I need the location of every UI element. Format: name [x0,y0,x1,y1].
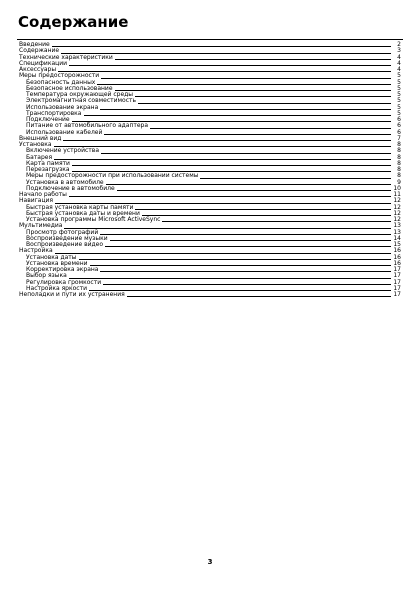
toc-entry-page: 17 [393,284,401,292]
toc-leader-line [105,246,391,247]
toc-entry-label: Установка времени [26,259,88,267]
toc-entry-label: Настройка [19,247,53,255]
toc-entry-page: 8 [397,172,401,180]
toc-entry-label: Установка программы Microsoft ActiveSync [26,216,161,223]
toc-entry-label: Использование экрана [26,103,99,111]
toc-entry-page: 12 [393,197,401,205]
toc-leader-line [117,190,391,191]
toc-leader-line [52,46,391,47]
toc-leader-line [110,240,391,241]
toc-entry-page: 5 [397,91,401,98]
toc-entry-label: Технические характеристики [19,53,113,61]
toc-entry-label: Навигация [19,197,54,205]
toc-leader-line [84,115,392,116]
toc-leader-line [72,165,391,166]
toc-entry-page: 8 [397,159,401,167]
toc-leader-line [103,284,391,285]
toc-leader-line [69,196,391,197]
toc-entry-label: Электромагнитная совместимость [26,97,137,105]
toc-entry-label: Меры предосторожности [19,72,100,80]
toc-leader-line [101,78,391,79]
toc-entry-page: 8 [397,166,401,173]
toc-entry-page: 12 [393,203,401,211]
toc-entry-label: Аксессуары [19,66,57,73]
toc-leader-line [200,178,391,179]
toc-entry-page: 7 [397,134,401,142]
toc-leader-line [150,128,391,129]
toc-entry-page: 2 [397,41,401,48]
toc-entry-page: 6 [397,122,401,130]
toc-leader-line [135,96,391,97]
toc-entry-page: 4 [397,66,401,73]
toc-entry-label: Питание от автомобильного адаптера [26,122,149,130]
toc-entry-label: Воспроизведение видео [26,241,104,248]
page-title: Содержание [18,13,129,31]
toc-entry-label: Просмотр фотографий [26,228,99,236]
toc-leader-line [90,265,391,266]
toc-entry-label: Введение [19,41,50,48]
toc-entry-page: 10 [393,184,401,192]
toc-entry-page: 4 [397,59,401,67]
toc-leader-line [100,109,391,110]
toc-entry-label: Выбор языка [26,272,67,280]
toc-entry-page: 5 [397,78,401,86]
toc-leader-line [104,134,391,135]
toc-entry-page: 11 [393,191,401,198]
toc-leader-line [138,103,391,104]
toc-leader-line [162,221,391,222]
toc-entry-label: Мультимедиа [19,222,63,230]
toc-entry-label: Включение устройства [26,147,100,155]
page-number: 3 [207,558,213,566]
toc-entry-page: 8 [397,147,401,155]
toc-leader-line [127,296,391,297]
toc-entry-page: 12 [393,216,401,223]
toc-entry-label: Быстрая установка карты памяти [26,203,134,211]
toc-entry-page: 5 [397,97,401,105]
toc-entry-page: 9 [397,178,401,186]
toc-entry-page: 16 [393,247,401,255]
toc-entry-label: Подключение в автомобиле [26,184,115,192]
title-block [17,13,403,40]
toc-entry-label: Батарея [26,153,53,161]
toc-entry-label: Внешний вид [19,134,62,142]
toc-entry-page: 17 [393,291,401,298]
toc-entry-page: 4 [397,53,401,61]
toc-entry-page: 5 [397,84,401,92]
toc-entry-page: 8 [397,141,401,148]
toc-entry-page: 13 [393,222,401,230]
toc-leader-line [79,259,391,260]
toc-entry-label: Неполадки и пути их устранения [19,291,125,298]
toc-leader-line [54,146,391,147]
toc-entry-page: 16 [393,259,401,267]
toc-entry-label: Перезагрузка [26,166,70,173]
toc-entry-page: 8 [397,153,401,161]
toc-leader-line [55,253,391,254]
toc-entry-page: 17 [393,266,401,273]
toc-entry-label: Карта памяти [26,159,70,167]
toc-entry-page: 13 [393,228,401,236]
toc-entry-label: Безопасность данных [26,78,96,86]
toc-leader-line [101,153,391,154]
toc-leader-line [54,159,391,160]
toc-leader-line [115,90,391,91]
toc-entry-label: Настройка яркости [26,284,87,292]
toc-entry-label: Воспроизведение музыки [26,234,108,242]
toc-entry-page: 17 [393,278,401,286]
toc-entry-label: Использование кабелей [26,128,103,136]
toc-leader-line [142,215,391,216]
toc-entry-page: 12 [393,209,401,217]
toc-entry-page: 6 [397,116,401,123]
toc-entry-label: Быстрая установка даты и времени [26,209,140,217]
toc-leader-line [100,271,391,272]
toc-leader-line [69,278,391,279]
toc-entry-page: 16 [393,253,401,261]
toc-entry-label: Корректировка экрана [26,266,99,273]
toc-leader-line [63,140,391,141]
toc-entry-label: Регулировка громкости [26,278,102,286]
toc-leader-line [64,228,391,229]
toc-entry-label: Безопасное использование [26,84,113,92]
toc-leader-line [106,184,391,185]
table-of-contents [19,42,401,298]
toc-entry-page: 6 [397,128,401,136]
toc-leader-line [100,234,391,235]
toc-entry-label: Установка даты [26,253,77,261]
toc-entry-page: 5 [397,103,401,111]
toc-leader-line [97,84,391,85]
toc-entry-page: 14 [393,234,401,242]
toc-entry-label: Начало работы [19,191,67,198]
toc-leader-line [58,71,391,72]
toc-entry-label: Установка в автомобиле [26,178,104,186]
toc-entry-page: 5 [397,72,401,80]
toc-leader-line [115,59,391,60]
toc-entry[interactable] [19,292,401,298]
toc-entry-label: Установка [19,141,52,148]
toc-leader-line [89,290,391,291]
toc-entry-label: Меры предосторожности при использовании системы [26,172,199,180]
toc-entry-page: 15 [393,241,401,248]
toc-entry-label: Температура окружающей среды [26,91,134,98]
toc-entry-page: 17 [393,272,401,280]
toc-leader-line [135,209,391,210]
toc-entry-label: Подключение [26,116,70,123]
title-underline [17,39,403,40]
toc-entry-label: Содержание [19,47,60,55]
toc-entry-label: Транспортировка [26,109,82,117]
toc-leader-line [69,65,391,66]
toc-entry-page: 5 [397,109,401,117]
toc-entry-page: 3 [397,47,401,55]
toc-entry-label: Спецификации [19,59,67,67]
